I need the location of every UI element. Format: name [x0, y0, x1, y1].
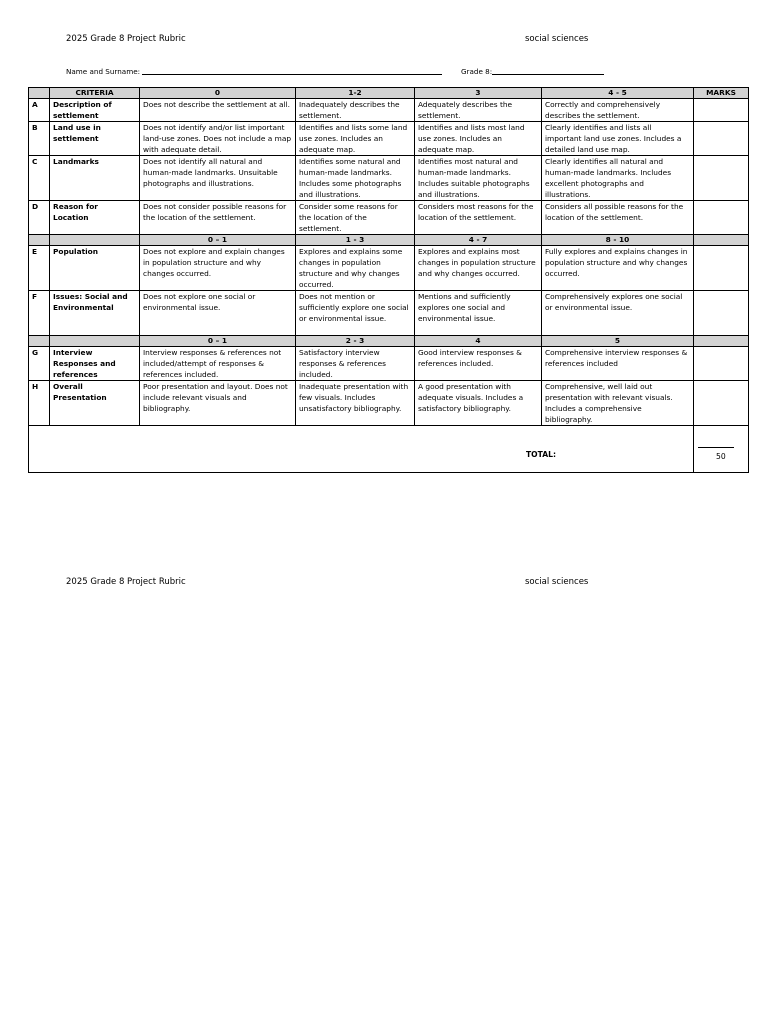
level-descriptor: Considers all possible reasons for the location of the settlement. — [542, 201, 694, 235]
level-descriptor: Interview responses & references not included/attempt of responses & references included. — [140, 347, 296, 381]
criterion-name: Land use in settlement — [50, 122, 140, 156]
level-descriptor: Adequately describes the settlement. — [415, 99, 542, 122]
document-title: 2025 Grade 8 Project Rubric — [66, 34, 186, 44]
grade-label: Grade 8: — [460, 67, 493, 76]
level-descriptor: Does not describe the settlement at all. — [140, 99, 296, 122]
total-row-spacer — [29, 426, 694, 473]
level-descriptor: Comprehensive, well laid out presentation with relevant visuals. Includes a comprehensive bibliography. — [542, 381, 694, 426]
level-descriptor: Correctly and comprehensively describes the settlement. — [542, 99, 694, 122]
total-label: TOTAL: — [526, 450, 556, 459]
total-marks-line — [698, 447, 734, 448]
column-header-score: 8 - 10 — [542, 235, 694, 246]
column-header-criteria — [50, 235, 140, 246]
level-descriptor: Comprehensively explores one social or environmental issue. — [542, 291, 694, 336]
criterion-name: Overall Presentation — [50, 381, 140, 426]
column-header-score: 2 - 3 — [296, 336, 415, 347]
criterion-letter: D — [29, 201, 50, 235]
criterion-letter: A — [29, 99, 50, 122]
level-descriptor: Identifies and lists most land use zones. Includes an adequate map. — [415, 122, 542, 156]
column-header-score: 0 – 1 — [140, 336, 296, 347]
criterion-letter: E — [29, 246, 50, 291]
level-descriptor: Poor presentation and layout. Does not include relevant visuals and bibliography. — [140, 381, 296, 426]
band-row-population — [29, 235, 749, 246]
band-row-presentation — [29, 336, 749, 347]
criterion-letter: B — [29, 122, 50, 156]
band-letter-cell — [29, 235, 50, 246]
marks-cell[interactable] — [694, 381, 749, 426]
band-letter-cell — [29, 88, 50, 99]
column-header-score: 5 — [542, 336, 694, 347]
column-header-score: MARKS — [694, 88, 749, 99]
level-descriptor: Inadequate presentation with few visuals. Includes unsatisfactory bibliography. — [296, 381, 415, 426]
name-field[interactable] — [142, 66, 442, 75]
level-descriptor: Mentions and sufficiently explores one social and environmental issue. — [415, 291, 542, 336]
level-descriptor: Considers most reasons for the location of the settlement. — [415, 201, 542, 235]
level-descriptor: Inadequately describes the settlement. — [296, 99, 415, 122]
grade-field[interactable] — [492, 66, 604, 75]
student-info-line — [66, 66, 604, 76]
column-header-score — [694, 235, 749, 246]
level-descriptor: Explores and explains most changes in population structure and why changes occurred. — [415, 246, 542, 291]
criterion-name: Reason for Location — [50, 201, 140, 235]
criterion-name: Landmarks — [50, 156, 140, 201]
level-descriptor: Does not explore and explain changes in population structure and why changes occurred. — [140, 246, 296, 291]
name-label: Name and Surname: — [66, 67, 141, 76]
marks-cell[interactable] — [694, 201, 749, 235]
band-letter-cell — [29, 336, 50, 347]
criterion-name: Population — [50, 246, 140, 291]
level-descriptor: Good interview responses & references included. — [415, 347, 542, 381]
column-header-score: 1-2 — [296, 88, 415, 99]
marks-cell[interactable] — [694, 156, 749, 201]
level-descriptor: Identifies and lists some land use zones. Includes an adequate map. — [296, 122, 415, 156]
total-marks-cell[interactable] — [694, 426, 749, 473]
marks-cell[interactable] — [694, 347, 749, 381]
column-header-score: 0 — [140, 88, 296, 99]
level-descriptor: Does not mention or sufficiently explore one social or environmental issue. — [296, 291, 415, 336]
column-header-score — [694, 336, 749, 347]
criterion-letter: C — [29, 156, 50, 201]
level-descriptor: Does not explore one social or environmental issue. — [140, 291, 296, 336]
column-header-score: 4 - 5 — [542, 88, 694, 99]
level-descriptor: Does not consider possible reasons for the location of the settlement. — [140, 201, 296, 235]
rubric-row — [29, 201, 749, 235]
level-descriptor: A good presentation with adequate visuals. Includes a satisfactory bibliography. — [415, 381, 542, 426]
level-descriptor: Fully explores and explains changes in population structure and why changes occurred. — [542, 246, 694, 291]
criterion-letter: G — [29, 347, 50, 381]
criterion-name: Issues: Social and Environmental — [50, 291, 140, 336]
level-descriptor: Clearly identifies all natural and human-made landmarks. Includes excellent photographs and illustrations. — [542, 156, 694, 201]
rubric-row — [29, 381, 749, 426]
criterion-letter: H — [29, 381, 50, 426]
subject-label: social sciences — [525, 34, 589, 44]
rubric-row — [29, 99, 749, 122]
rubric-row — [29, 122, 749, 156]
column-header-score: 1 - 3 — [296, 235, 415, 246]
marks-cell[interactable] — [694, 99, 749, 122]
level-descriptor: Identifies some natural and human-made landmarks. Includes some photographs and illustrations. — [296, 156, 415, 201]
level-descriptor: Does not identify all natural and human-made landmarks. Unsuitable photographs and illustrations. — [140, 156, 296, 201]
rubric-row — [29, 347, 749, 381]
level-descriptor: Satisfactory interview responses & references included. — [296, 347, 415, 381]
marks-cell[interactable] — [694, 122, 749, 156]
criterion-name: Description of settlement — [50, 99, 140, 122]
rubric-row — [29, 246, 749, 291]
column-header-score: 4 — [415, 336, 542, 347]
column-header-score: 3 — [415, 88, 542, 99]
level-descriptor: Does not identify and/or list important land-use zones. Does not include a map with adequate detail. — [140, 122, 296, 156]
document-title-page2: 2025 Grade 8 Project Rubric — [66, 577, 186, 587]
total-row — [29, 426, 749, 473]
rubric-row — [29, 156, 749, 201]
subject-label-page2: social sciences — [525, 577, 589, 587]
header-row — [29, 88, 749, 99]
level-descriptor: Clearly identifies and lists all important land use zones. Includes a detailed land use map. — [542, 122, 694, 156]
rubric-row — [29, 291, 749, 336]
level-descriptor: Explores and explains some changes in population structure and why changes occurred. — [296, 246, 415, 291]
level-descriptor: Consider some reasons for the location of the settlement. — [296, 201, 415, 235]
marks-cell[interactable] — [694, 246, 749, 291]
column-header-score: 4 - 7 — [415, 235, 542, 246]
criterion-name: Interview Responses and references — [50, 347, 140, 381]
marks-cell[interactable] — [694, 291, 749, 336]
level-descriptor: Comprehensive interview responses & references included — [542, 347, 694, 381]
column-header-score: 0 – 1 — [140, 235, 296, 246]
level-descriptor: Identifies most natural and human-made landmarks. Includes suitable photographs and illustrations. — [415, 156, 542, 201]
total-max-marks: 50 — [716, 452, 726, 461]
column-header-criteria — [50, 336, 140, 347]
rubric-table — [28, 87, 749, 473]
column-header-criteria: CRITERIA — [50, 88, 140, 99]
criterion-letter: F — [29, 291, 50, 336]
